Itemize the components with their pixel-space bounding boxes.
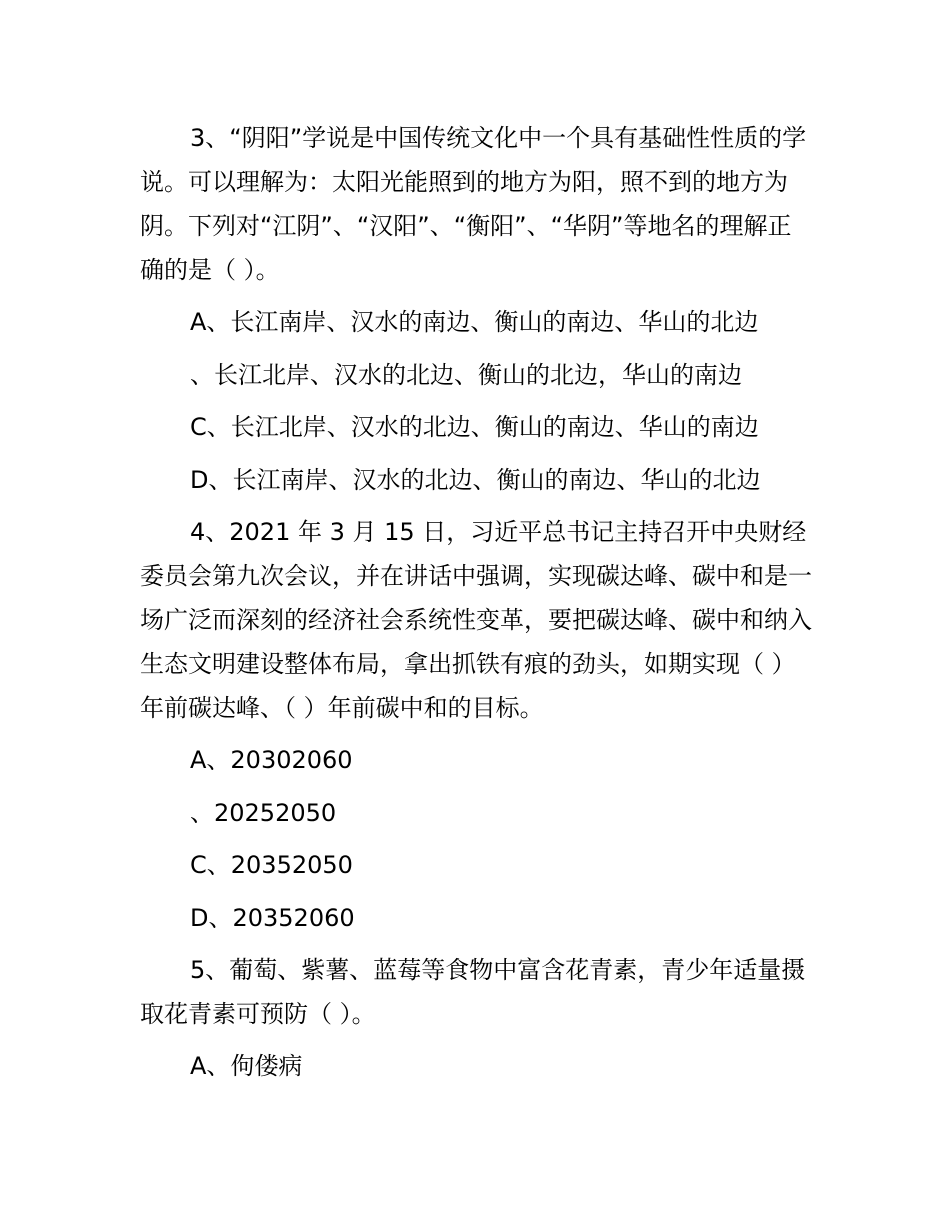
question-4-option-b: 、20252050 xyxy=(190,798,337,827)
question-3-option-d: D、长江南岸、汉水的北边、衡山的南边、华山的北边 xyxy=(190,465,761,494)
question-4-option-c: C、20352050 xyxy=(190,851,353,879)
question-4-option-d: D、20352060 xyxy=(190,903,355,932)
question-3-option-b: 、长江北岸、汉水的北边、衡山的北边，华山的南边 xyxy=(190,360,742,389)
question-3-option-a: A、长江南岸、汉水的南边、衡山的南边、华山的北边 xyxy=(190,308,759,336)
document-page xyxy=(140,116,812,1097)
question-5-option-a: A、佝偻病 xyxy=(190,1052,303,1080)
question-3-stem: 3、“阴阳”学说是中国传统文化中一个具有基础性性质的学说。可以理解为：太阳光能照到的地方为阳，照不到的地方为阴。下列对“江阴”、“汉阳”、“衡阳”、“华阴”等地名的理解正确的是（ ）。 xyxy=(140,124,807,284)
question-4-option-a: A、20302060 xyxy=(190,746,353,774)
question-4-stem: 4、2021 年 3 月 15 日，习近平总书记主持召开中央财经委员会第九次会议，并在讲话中强调，实现碳达峰、碳中和是一场广泛而深刻的经济社会系统性变革，要把碳达峰、碳中和纳入生态文明建设整体布局，拿出抓铁有痕的劲头，如期实现（ ）年前碳达峰、（ ）年前碳中和的目标。 xyxy=(140,518,812,722)
question-5-stem: 5、葡萄、紫薯、蓝莓等食物中富含花青素，青少年适量摄取花青素可预防（ ）。 xyxy=(140,956,806,1028)
question-3-option-c: C、长江北岸、汉水的北边、衡山的南边、华山的南边 xyxy=(190,413,759,441)
